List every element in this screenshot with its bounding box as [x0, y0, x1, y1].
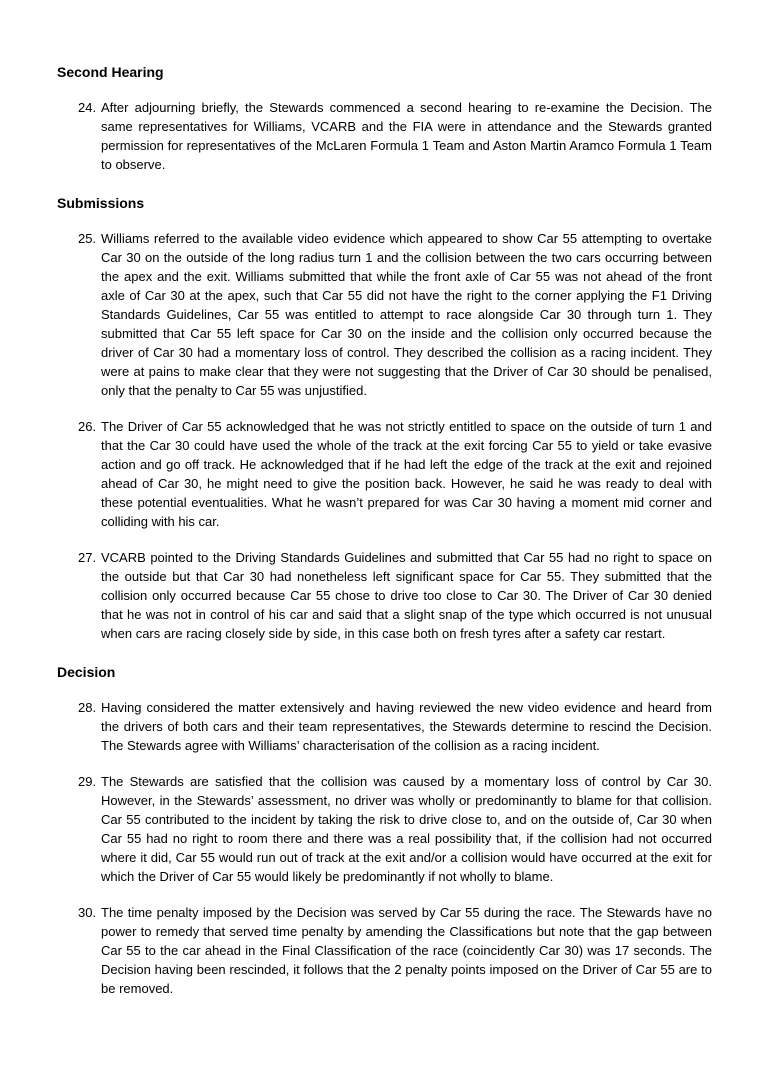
item-number: 30. — [78, 905, 97, 920]
item-number: 25. — [78, 231, 97, 246]
section-heading-decision: Decision — [57, 664, 116, 680]
list-item-27 — [78, 548, 712, 643]
item-number: 29. — [78, 774, 97, 789]
section-heading-submissions: Submissions — [57, 195, 145, 211]
item-text: After adjourning briefly, the Stewards commenced a second hearing to re-examine the Decision. The same representatives for Williams, VCARB and the FIA were in attendance and the Stewards granted permission for representatives of the McLaren Formula 1 Team and Aston Martin Aramco Formula 1 Team to observe. — [101, 100, 712, 172]
item-number: 27. — [78, 550, 97, 565]
item-text: The time penalty imposed by the Decision was served by Car 55 during the race. The Stewards have no power to remedy that served time penalty by amending the Classifications but note that the gap between Car 55 to the car ahead in the Final Classification of the race (coincidently Car 30) was 17 seconds. The Decision having been rescinded, it follows that the 2 penalty points imposed on the Driver of Car 55 are to be removed. — [101, 905, 712, 996]
list-item-25 — [78, 229, 712, 400]
item-text: Williams referred to the available video evidence which appeared to show Car 55 attempting to overtake Car 30 on the outside of the long radius turn 1 and the collision between the two cars occurring between the apex and the exit. Williams submitted that while the front axle of Car 55 was not ahead of the front axle of Car 30 at the apex, such that Car 55 did not have the right to the corner applying the F1 Driving Standards Guidelines, Car 55 was entitled to attempt to race alongside Car 30 through turn 1. They submitted that Car 55 left space for Car 30 on the inside and the collision only occurred because the driver of Car 30 had a momentary loss of control. They described the collision as a racing incident. They were at pains to make clear that they were not suggesting that the Driver of Car 30 should be penalised, only that the penalty to Car 55 was unjustified. — [101, 231, 712, 398]
item-text: The Stewards are satisfied that the collision was caused by a momentary loss of control by Car 30. However, in the Stewards’ assessment, no driver was wholly or predominantly to blame for that collision. Car 55 contributed to the incident by taking the risk to drive close to, and on the outside of, Car 30 when Car 55 had no right to room there and there was a real possibility that, if the collision had not occurred where it did, Car 55 would run out of track at the exit and/or a collision would have occurred at the exit for which the Driver of Car 55 would likely be predominantly if not wholly to blame. — [101, 774, 712, 884]
item-text: The Driver of Car 55 acknowledged that he was not strictly entitled to space on the outside of turn 1 and that the Car 30 could have used the whole of the track at the exit forcing Car 55 to yield or take evasive action and go off track. He acknowledged that if he had left the edge of the track at the exit and rejoined ahead of Car 30, he might need to give the position back. However, he said he was ready to deal with these potential eventualities. What he wasn’t prepared for was Car 30 having a moment mid corner and colliding with his car. — [101, 419, 712, 529]
item-number: 26. — [78, 419, 97, 434]
list-item-29 — [78, 772, 712, 886]
item-text: VCARB pointed to the Driving Standards Guidelines and submitted that Car 55 had no right to space on the outside but that Car 30 had nonetheless left significant space for Car 55. They submitted that the collision only occurred because Car 55 chose to drive too close to Car 30. The Driver of Car 30 denied that he was not in control of his car and said that a slight snap of the type which occurred is not unusual when cars are racing closely side by side, in this case both on fresh tyres after a safety car restart. — [101, 550, 712, 641]
list-item-24 — [78, 98, 712, 174]
list-item-26 — [78, 417, 712, 531]
section-heading-second-hearing: Second Hearing — [57, 64, 164, 80]
item-text: Having considered the matter extensively and having reviewed the new video evidence and heard from the drivers of both cars and their team representatives, the Stewards determine to rescind the Decision. The Stewards agree with Williams’ characterisation of the collision as a racing incident. — [101, 700, 712, 753]
item-number: 28. — [78, 700, 97, 715]
item-number: 24. — [78, 100, 97, 115]
list-item-30 — [78, 903, 712, 998]
list-item-28 — [78, 698, 712, 755]
